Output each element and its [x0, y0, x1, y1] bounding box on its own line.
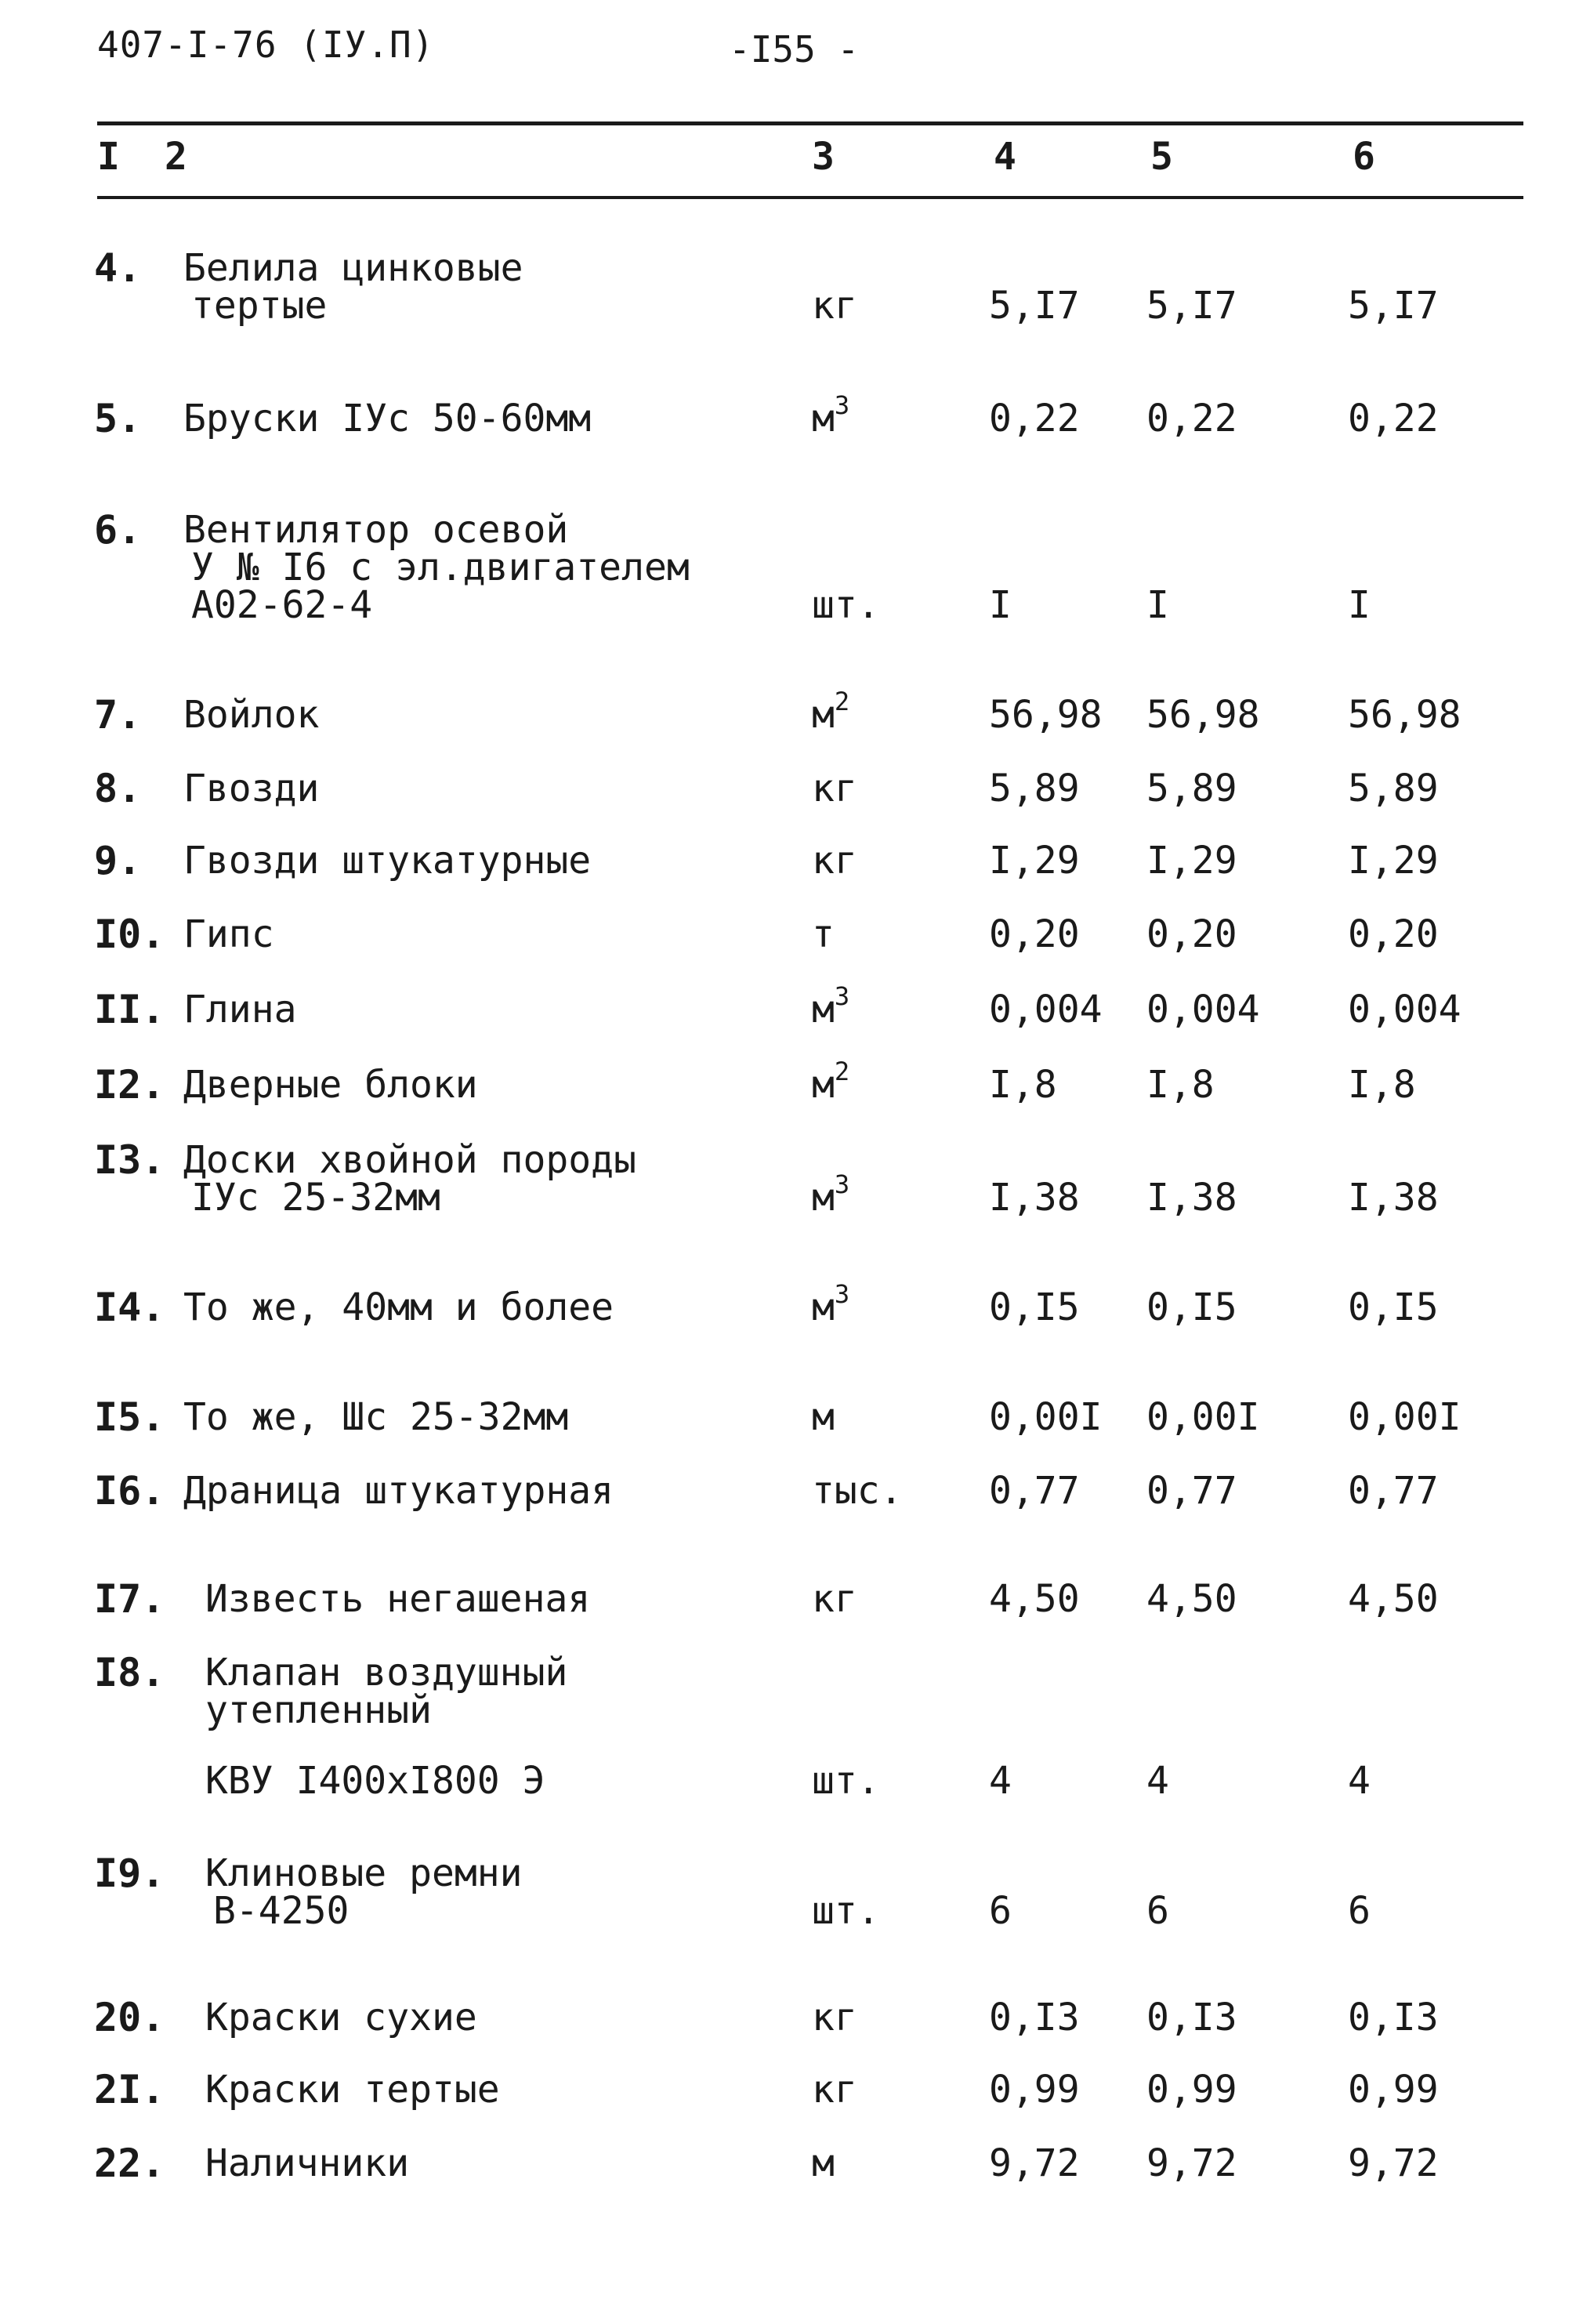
- unit-of-measure: тыс.: [812, 1469, 903, 1513]
- material-name: То же, 40мм и более: [183, 1285, 614, 1329]
- quantity-col-4: 5,I7: [989, 284, 1080, 328]
- quantity-col-4: 0,77: [989, 1469, 1080, 1513]
- quantity-col-5: 6: [1146, 1889, 1169, 1933]
- row-number: I3.: [94, 1137, 165, 1183]
- quantity-col-6: 6: [1348, 1889, 1371, 1933]
- column-header-2: 2: [165, 135, 187, 179]
- material-name: Доски хвойной породы IУс 25-32мм: [183, 1138, 636, 1220]
- quantity-col-5: 0,99: [1146, 2068, 1237, 2112]
- quantity-col-4: 4: [989, 1759, 1012, 1803]
- unit-of-measure: т: [812, 912, 835, 956]
- material-name: Белила цинковые тертые: [183, 246, 523, 328]
- column-header-6: 6: [1353, 135, 1375, 179]
- unit-of-measure: $м^3$: [812, 1169, 850, 1220]
- quantity-col-5: 5,I7: [1146, 284, 1237, 328]
- row-number: I5.: [94, 1394, 165, 1440]
- column-header-5: 5: [1150, 135, 1173, 179]
- quantity-col-6: 56,98: [1348, 693, 1461, 737]
- unit-exponent: 3: [834, 1169, 850, 1199]
- quantity-col-6: 4,50: [1348, 1577, 1439, 1621]
- unit-of-measure: кг: [812, 1996, 857, 2039]
- row-number: I6.: [94, 1468, 165, 1514]
- material-name: Краски тертые: [205, 2068, 500, 2112]
- quantity-col-6: 9,72: [1348, 2141, 1439, 2185]
- quantity-col-4: 5,89: [989, 767, 1080, 810]
- quantity-col-4: I: [989, 583, 1012, 627]
- unit-of-measure: кг: [812, 1577, 857, 1621]
- quantity-col-6: 0,20: [1348, 912, 1439, 956]
- quantity-col-5: 0,004: [1146, 988, 1260, 1031]
- quantity-col-5: 9,72: [1146, 2141, 1237, 2185]
- quantity-col-5: I,29: [1146, 839, 1237, 883]
- quantity-col-6: 5,I7: [1348, 284, 1439, 328]
- unit-of-measure: м: [812, 2141, 835, 2185]
- quantity-col-4: 4,50: [989, 1577, 1080, 1621]
- unit-of-measure: $м^3$: [812, 390, 850, 441]
- row-number: I2.: [94, 1062, 165, 1108]
- quantity-col-6: 0,I3: [1348, 1996, 1439, 2039]
- quantity-col-5: 56,98: [1146, 693, 1260, 737]
- quantity-col-6: I,8: [1348, 1063, 1416, 1107]
- quantity-col-6: I,38: [1348, 1176, 1439, 1220]
- row-number: 7.: [94, 692, 142, 738]
- unit-exponent: 3: [834, 1279, 850, 1309]
- quantity-col-6: 0,004: [1348, 988, 1461, 1031]
- quantity-col-4: 6: [989, 1889, 1012, 1933]
- unit-of-measure: кг: [812, 767, 857, 810]
- quantity-col-5: 0,20: [1146, 912, 1237, 956]
- quantity-col-4: I,29: [989, 839, 1080, 883]
- row-number: 9.: [94, 838, 142, 883]
- unit-of-measure: кг: [812, 284, 857, 328]
- quantity-col-6: 4: [1348, 1759, 1371, 1803]
- material-name: Известь негашеная: [205, 1577, 591, 1621]
- table-header-rule: [97, 196, 1523, 199]
- column-header-1: I: [97, 135, 120, 179]
- material-name: Войлок: [183, 693, 320, 737]
- row-number: 8.: [94, 766, 142, 811]
- quantity-col-4: 0,20: [989, 912, 1080, 956]
- row-number: II.: [94, 987, 165, 1032]
- quantity-col-4: 9,72: [989, 2141, 1080, 2185]
- row-number: I0.: [94, 912, 165, 957]
- quantity-col-5: 5,89: [1146, 767, 1237, 810]
- material-name: Краски сухие: [205, 1996, 477, 2039]
- unit-exponent: 3: [834, 390, 850, 420]
- table-top-rule: [97, 121, 1523, 125]
- quantity-col-4: 0,I5: [989, 1285, 1080, 1329]
- quantity-col-6: 0,22: [1348, 397, 1439, 441]
- quantity-col-6: 5,89: [1348, 767, 1439, 810]
- material-name: То же, Шс 25-32мм: [183, 1395, 569, 1439]
- quantity-col-4: 0,22: [989, 397, 1080, 441]
- row-number: 2I.: [94, 2067, 165, 2112]
- quantity-col-4: 0,I3: [989, 1996, 1080, 2039]
- material-name: Клапан воздушный утепленный КВУ I400хI800 Э: [205, 1651, 568, 1803]
- quantity-col-5: I: [1146, 583, 1169, 627]
- quantity-col-6: I: [1348, 583, 1371, 627]
- unit-of-measure: м: [812, 1395, 835, 1439]
- quantity-col-5: I,8: [1146, 1063, 1215, 1107]
- quantity-col-6: I,29: [1348, 839, 1439, 883]
- unit-of-measure: $м^3$: [812, 1279, 850, 1329]
- quantity-col-6: 0,I5: [1348, 1285, 1439, 1329]
- quantity-col-4: 0,00I: [989, 1395, 1103, 1439]
- material-name: Дверные блоки: [183, 1063, 478, 1107]
- row-number: I8.: [94, 1650, 165, 1695]
- unit-of-measure: шт.: [812, 583, 880, 627]
- unit-exponent: 2: [834, 1057, 850, 1086]
- quantity-col-5: 0,I5: [1146, 1285, 1237, 1329]
- row-number: 5.: [94, 396, 142, 441]
- unit-exponent: 3: [834, 981, 850, 1011]
- material-name: Гипс: [183, 912, 274, 956]
- quantity-col-5: 4: [1146, 1759, 1169, 1803]
- unit-of-measure: шт.: [812, 1759, 880, 1803]
- quantity-col-6: 0,00I: [1348, 1395, 1461, 1439]
- material-name: Наличники: [205, 2141, 410, 2185]
- row-number: I7.: [94, 1576, 165, 1622]
- unit-of-measure: $м^3$: [812, 981, 850, 1031]
- page-number: -I55 -: [729, 28, 860, 71]
- material-name: Глина: [183, 988, 297, 1031]
- row-number: I4.: [94, 1285, 165, 1330]
- row-number: I9.: [94, 1851, 165, 1896]
- unit-of-measure: $м^2$: [812, 1057, 850, 1107]
- quantity-col-4: 0,004: [989, 988, 1103, 1031]
- material-name: Гвозди: [183, 767, 320, 810]
- quantity-col-5: 0,77: [1146, 1469, 1237, 1513]
- unit-exponent: 2: [834, 687, 850, 716]
- quantity-col-5: 0,I3: [1146, 1996, 1237, 2039]
- material-name: Драница штукатурная: [183, 1469, 614, 1513]
- unit-of-measure: $м^2$: [812, 687, 850, 737]
- unit-of-measure: шт.: [812, 1889, 880, 1933]
- row-number: 22.: [94, 2141, 165, 2186]
- row-number: 20.: [94, 1995, 165, 2040]
- quantity-col-6: 0,77: [1348, 1469, 1439, 1513]
- quantity-col-4: 0,99: [989, 2068, 1080, 2112]
- unit-of-measure: кг: [812, 2068, 857, 2112]
- material-name: Гвозди штукатурные: [183, 839, 592, 883]
- quantity-col-5: 0,22: [1146, 397, 1237, 441]
- unit-of-measure: кг: [812, 839, 857, 883]
- material-name: Вентилятор осевой У № I6 с эл.двигателем А02-62-4: [183, 508, 690, 627]
- row-number: 6.: [94, 507, 142, 553]
- quantity-col-4: I,38: [989, 1176, 1080, 1220]
- document-code: 407-I-76 (IУ.П): [97, 24, 435, 66]
- row-number: 4.: [94, 245, 142, 291]
- quantity-col-5: 4,50: [1146, 1577, 1237, 1621]
- quantity-col-5: I,38: [1146, 1176, 1237, 1220]
- quantity-col-6: 0,99: [1348, 2068, 1439, 2112]
- quantity-col-4: 56,98: [989, 693, 1103, 737]
- quantity-col-4: I,8: [989, 1063, 1057, 1107]
- column-header-3: 3: [812, 135, 835, 179]
- quantity-col-5: 0,00I: [1146, 1395, 1260, 1439]
- material-name: Клиновые ремни В-4250: [205, 1851, 523, 1933]
- column-header-4: 4: [994, 135, 1016, 179]
- material-name: Бруски IУс 50-60мм: [183, 397, 592, 441]
